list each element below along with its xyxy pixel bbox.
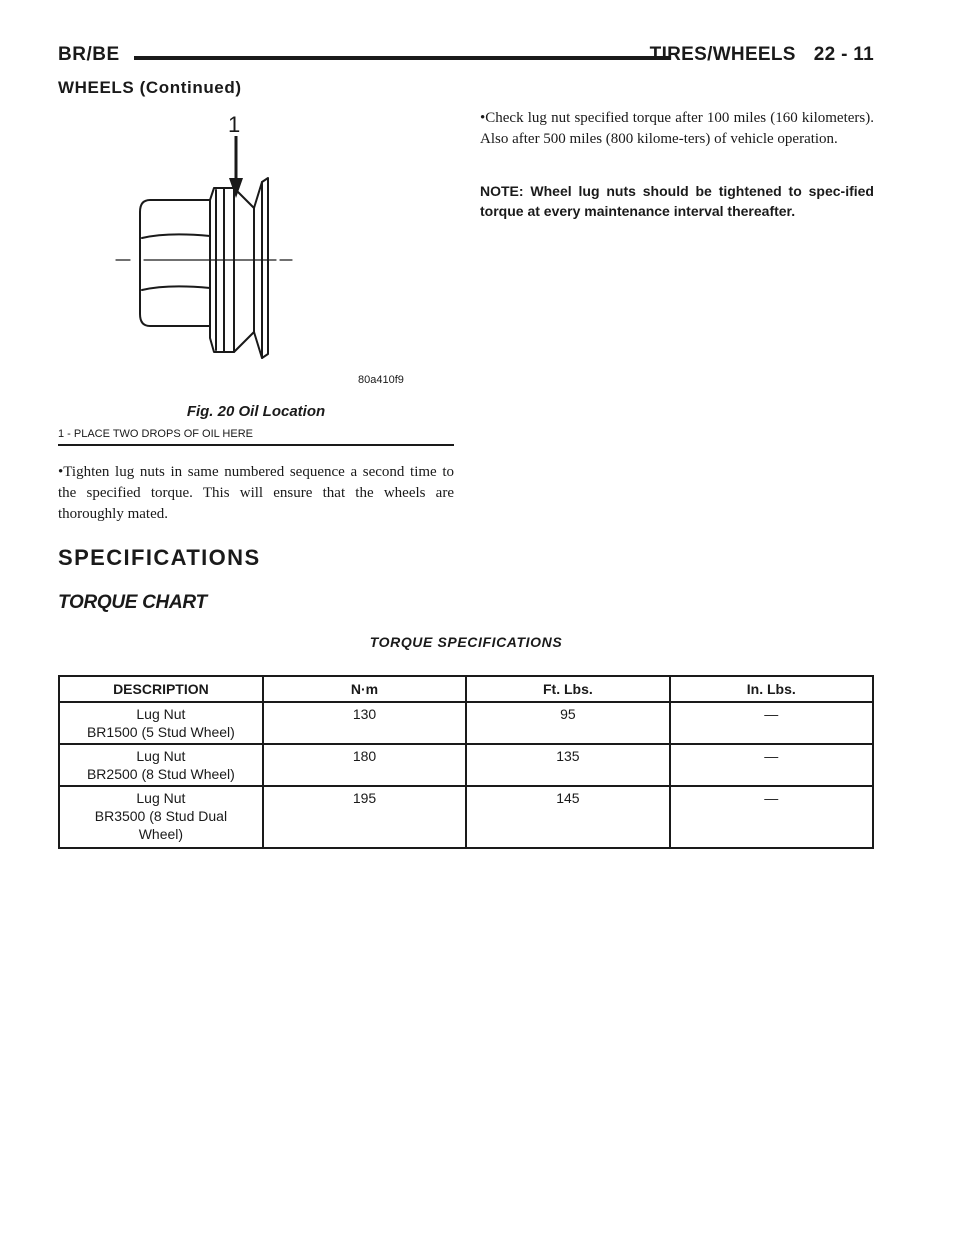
- bullet-check-torque: [480, 108, 874, 150]
- column-header: In. Lbs.: [670, 676, 873, 702]
- table-cell-description: Lug Nut BR3500 (8 Stud Dual Wheel): [59, 786, 263, 848]
- column-header: DESCRIPTION: [59, 676, 263, 702]
- table-cell-nm: 195: [263, 786, 466, 848]
- note-maintenance: NOTE: Wheel lug nuts should be tightened to spec-ified torque at every maintenance interval thereafter.: [480, 183, 874, 219]
- header-model: BR/BE: [58, 44, 120, 65]
- header-section: [650, 44, 874, 66]
- figure-caption: Fig. 20 Oil Location: [186, 403, 326, 420]
- header-rule: [134, 56, 670, 60]
- table-cell-inlbs: —: [670, 702, 873, 744]
- table-cell-ftlbs: 95: [466, 702, 669, 744]
- header-page-number: 22 - 11: [813, 44, 874, 65]
- table-header-row: [59, 676, 873, 702]
- bullet-glyph: •: [58, 464, 64, 480]
- table-cell-ftlbs: 145: [466, 786, 669, 848]
- table-cell-nm: 130: [263, 702, 466, 744]
- table-cell-description: Lug Nut BR2500 (8 Stud Wheel): [59, 744, 263, 786]
- figure-callout-text: 1 - PLACE TWO DROPS OF OIL HERE: [58, 428, 253, 440]
- figure-code: 80a410f9: [358, 374, 404, 386]
- bullet-tighten-lug-nuts: [58, 462, 454, 525]
- page-header: [58, 44, 874, 72]
- figure-oil-location: [58, 108, 454, 448]
- table-row: [59, 786, 873, 848]
- table-row: [59, 744, 873, 786]
- table-cell-ftlbs: 135: [466, 744, 669, 786]
- table-cell-description: Lug Nut BR1500 (5 Stud Wheel): [59, 702, 263, 744]
- table-cell-inlbs: —: [670, 744, 873, 786]
- table-title: TORQUE SPECIFICATIONS: [369, 634, 563, 650]
- column-header: N·m: [263, 676, 466, 702]
- bullet-glyph: •: [480, 110, 486, 126]
- bullet-text: Tighten lug nuts in same numbered sequence a second time to the specified torque. This will ensure that the wheels are thoroughly mated.: [58, 464, 454, 522]
- figure-rule: [58, 444, 454, 446]
- specifications-heading: SPECIFICATIONS: [58, 545, 261, 570]
- header-section-title: TIRES/WHEELS: [649, 44, 796, 65]
- callout-number: 1: [228, 112, 241, 137]
- torque-chart-heading: TORQUE CHART: [58, 592, 207, 613]
- torque-specifications-table: [58, 675, 874, 849]
- table-row: [59, 702, 873, 744]
- table-cell-nm: 180: [263, 744, 466, 786]
- bullet-text: Check lug nut specified torque after 100 miles (160 kilometers). Also after 500 miles (800 kilome-ters) of vehicle operation.: [480, 110, 874, 147]
- section-continued-title: WHEELS (Continued): [58, 78, 242, 97]
- column-header: Ft. Lbs.: [466, 676, 669, 702]
- table-cell-inlbs: —: [670, 786, 873, 848]
- lug-nut-illustration: [58, 108, 454, 398]
